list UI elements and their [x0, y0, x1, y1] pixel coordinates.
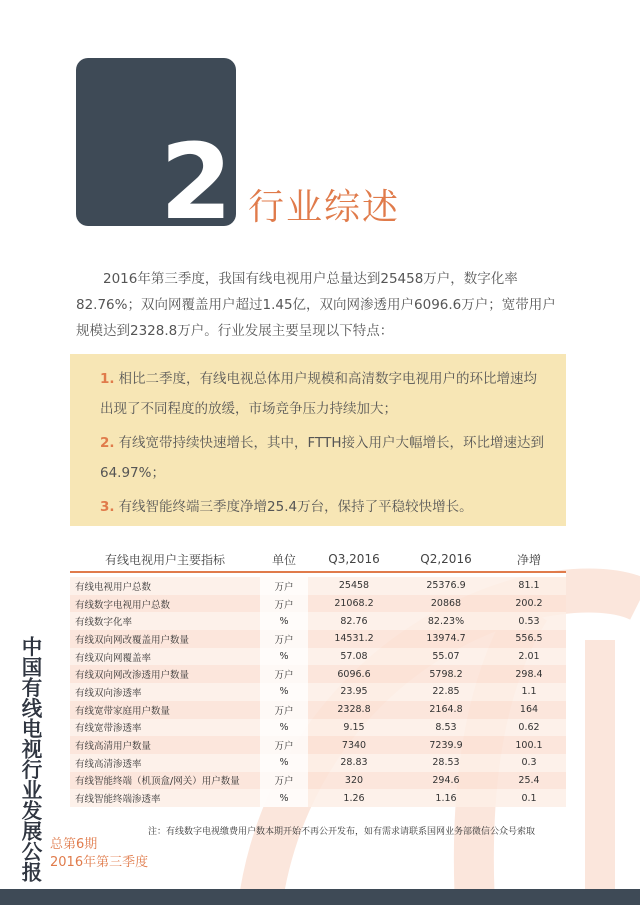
cell-q3: 7340 [341, 739, 367, 751]
table-row [70, 683, 566, 701]
cell-net: 298.4 [515, 668, 543, 680]
highlight-item [100, 492, 544, 522]
cell-net: 0.3 [521, 757, 537, 769]
table-row [70, 736, 566, 754]
highlight-item [100, 364, 544, 424]
indicators-table [70, 547, 566, 807]
highlight-number: 2. [100, 435, 115, 451]
cell-q2: 1.16 [435, 792, 457, 804]
cell-indicator: 有线双向渗透率 [75, 687, 142, 699]
issue-info [50, 836, 148, 872]
cell-unit: % [260, 648, 308, 666]
cell-indicator: 有线双向网改覆盖用户数量 [75, 634, 190, 646]
cell-net: 2.01 [518, 651, 540, 663]
cell-net: 25.4 [518, 774, 540, 786]
cell-net: 0.62 [518, 721, 540, 733]
cell-indicator: 有线数字化率 [75, 617, 133, 629]
highlight-text: 有线宽带持续快速增长，其中，FTTH接入用户大幅增长，环比增速达到64.97%； [100, 435, 544, 481]
cell-unit: % [260, 683, 308, 701]
section-title: 行业综述 [248, 187, 401, 228]
cell-unit: 万户 [260, 701, 308, 719]
cell-q3: 6096.6 [337, 668, 371, 680]
cell-unit: 万户 [260, 665, 308, 683]
col-header-unit: 单位 [260, 547, 308, 572]
cell-indicator: 有线宽带渗透率 [75, 723, 142, 735]
cell-net: 0.1 [521, 792, 537, 804]
table-row [70, 701, 566, 719]
cell-unit: 万户 [260, 577, 308, 595]
cell-q3: 57.08 [340, 651, 368, 663]
cell-indicator: 有线双向网覆盖率 [75, 652, 152, 664]
highlights-box [70, 354, 566, 526]
cell-net: 100.1 [515, 739, 543, 751]
table-row [70, 789, 566, 807]
cell-indicator: 有线数字电视用户总数 [75, 599, 171, 611]
cell-unit: % [260, 719, 308, 737]
cell-indicator: 有线电视用户总数 [75, 581, 152, 593]
intro-text: 2016年第三季度，我国有线电视用户总量达到25458万户，数字化率82.76%；双向网覆盖用户超过1.45亿，双向网渗透用户6096.6万户；宽带用户规模达到2328.8万户。行业发展主要呈现以下特点： [76, 271, 556, 339]
cell-q3: 14531.2 [334, 633, 374, 645]
highlight-number: 3. [100, 499, 115, 515]
cell-net: 81.1 [518, 580, 540, 592]
cell-indicator: 有线智能终端渗透率 [75, 794, 161, 806]
cell-unit: % [260, 754, 308, 772]
table-row [70, 665, 566, 683]
issue-number: 总第6期 [50, 837, 98, 852]
col-header-q3: Q3,2016 [308, 547, 400, 572]
publication-title: 中国有线电视行业发展公报 [18, 636, 42, 882]
cell-q3: 23.95 [340, 686, 368, 698]
cell-q2: 20868 [430, 598, 462, 610]
cell-q2: 22.85 [432, 686, 460, 698]
cell-q3: 9.15 [343, 721, 365, 733]
cell-indicator: 有线双向网改渗透用户数量 [75, 670, 190, 682]
cell-net: 1.1 [521, 686, 537, 698]
highlight-text: 有线智能终端三季度净增25.4万台，保持了平稳较快增长。 [118, 499, 473, 515]
cell-q2: 5798.2 [429, 668, 463, 680]
cell-net: 200.2 [515, 598, 543, 610]
cell-q2: 294.6 [432, 774, 460, 786]
cell-q2: 8.53 [435, 721, 457, 733]
table-footnote: 注：有线数字电视缴费用户数本期开始不再公开发布，如有需求请联系国网业务部微信公众号索取 [148, 827, 536, 837]
cell-indicator: 有线高清用户数量 [75, 741, 152, 753]
cell-unit: 万户 [260, 736, 308, 754]
cell-q2: 7239.9 [429, 739, 463, 751]
cell-unit: % [260, 789, 308, 807]
highlight-text: 相比二季度，有线电视总体用户规模和高清数字电视用户的环比增速均出现了不同程度的放缓，市场竞争压力持续加大； [100, 371, 538, 417]
section-number: 2 [160, 121, 233, 243]
cell-q3: 1.26 [343, 792, 365, 804]
table-row [70, 648, 566, 666]
cell-q2: 2164.8 [429, 704, 463, 716]
cell-net: 556.5 [515, 633, 543, 645]
cell-q3: 28.83 [340, 757, 368, 769]
cell-net: 164 [519, 704, 539, 716]
intro-paragraph [76, 266, 566, 344]
table-row [70, 577, 566, 595]
cell-indicator: 有线高清渗透率 [75, 758, 142, 770]
table-row [70, 772, 566, 790]
cell-indicator: 有线宽带家庭用户数量 [75, 705, 171, 717]
col-header-indicator: 有线电视用户主要指标 [70, 547, 260, 572]
cell-q2: 13974.7 [426, 633, 466, 645]
cell-q2: 82.23% [427, 615, 465, 627]
table-row [70, 630, 566, 648]
highlight-item [100, 428, 544, 488]
col-header-q2: Q2,2016 [400, 547, 492, 572]
cell-q2: 28.53 [432, 757, 460, 769]
cell-unit: % [260, 612, 308, 630]
highlight-number: 1. [100, 371, 115, 387]
cell-indicator: 有线智能终端（机顶盒/网关）用户数量 [75, 776, 240, 788]
table-row [70, 595, 566, 613]
cell-net: 0.53 [518, 615, 540, 627]
table-row [70, 612, 566, 630]
table-row [70, 754, 566, 772]
cell-q3: 21068.2 [334, 598, 374, 610]
cell-q2: 25376.9 [426, 580, 466, 592]
cell-q3: 25458 [338, 580, 370, 592]
cell-unit: 万户 [260, 630, 308, 648]
table-header-row [70, 547, 566, 572]
cell-unit: 万户 [260, 772, 308, 790]
cell-q3: 320 [344, 774, 364, 786]
cell-unit: 万户 [260, 595, 308, 613]
cell-q3: 2328.8 [337, 704, 371, 716]
footer-bar [0, 889, 640, 905]
cell-q3: 82.76 [340, 615, 368, 627]
col-header-net-increase: 净增 [492, 547, 566, 572]
table-row [70, 719, 566, 737]
cell-q2: 55.07 [432, 651, 460, 663]
issue-period: 2016年第三季度 [50, 855, 149, 870]
